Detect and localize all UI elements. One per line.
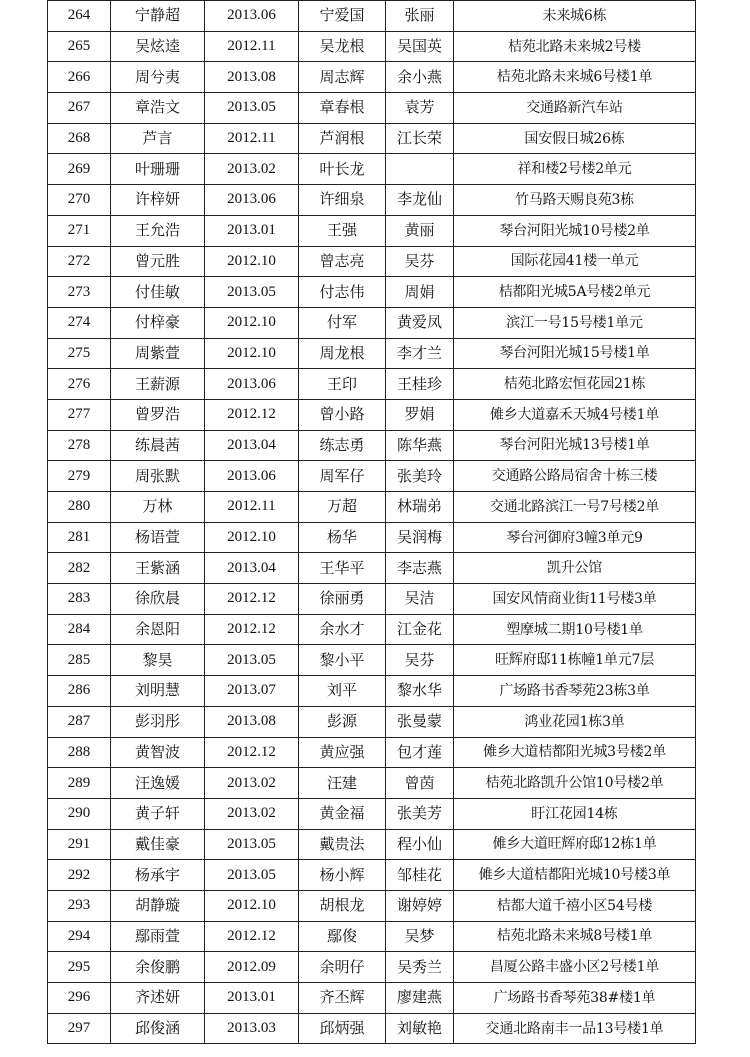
birth-date: 2012.10: [205, 522, 299, 553]
home-address: 交通北路滨江一号7号楼2单: [454, 492, 696, 523]
home-address: 交通路公路局宿舍十栋三楼: [454, 461, 696, 492]
mother-name: 林瑞弟: [386, 492, 454, 523]
mother-name: 刘敏艳: [386, 1013, 454, 1044]
father-name: 汪建: [299, 768, 386, 799]
row-number: 275: [48, 338, 111, 369]
father-name: 胡根龙: [299, 890, 386, 921]
mother-name: 程小仙: [386, 829, 454, 860]
mother-name: 李才兰: [386, 338, 454, 369]
father-name: 余明仔: [299, 952, 386, 983]
home-address: 国际花园41楼一单元: [454, 246, 696, 277]
home-address: 鸿业花园1栋3单: [454, 706, 696, 737]
mother-name: 吴梦: [386, 921, 454, 952]
table-row: [48, 430, 696, 461]
row-number: 290: [48, 798, 111, 829]
father-name: 黄金福: [299, 798, 386, 829]
student-name: 宁静超: [111, 1, 205, 32]
birth-date: 2012.10: [205, 338, 299, 369]
birth-date: 2012.11: [205, 123, 299, 154]
mother-name: 张美玲: [386, 461, 454, 492]
row-number: 270: [48, 185, 111, 216]
birth-date: 2013.08: [205, 706, 299, 737]
row-number: 276: [48, 369, 111, 400]
father-name: 曾志亮: [299, 246, 386, 277]
student-name: 鄢雨萱: [111, 921, 205, 952]
father-name: 杨华: [299, 522, 386, 553]
table-row: [48, 154, 696, 185]
birth-date: 2012.09: [205, 952, 299, 983]
home-address: 傩乡大道旺辉府邸12栋1单: [454, 829, 696, 860]
table-row: [48, 399, 696, 430]
student-name: 余俊鹏: [111, 952, 205, 983]
mother-name: 黎水华: [386, 676, 454, 707]
row-number: 295: [48, 952, 111, 983]
student-name: 黎昊: [111, 645, 205, 676]
home-address: 盱江花园14栋: [454, 798, 696, 829]
father-name: 周龙根: [299, 338, 386, 369]
home-address: 广场路书香琴苑38#楼1单: [454, 983, 696, 1014]
home-address: 傩乡大道桔都阳光城10号楼3单: [454, 860, 696, 891]
home-address: 竹马路天赐良苑3栋: [454, 185, 696, 216]
table-row: [48, 522, 696, 553]
mother-name: 邹桂花: [386, 860, 454, 891]
row-number: 282: [48, 553, 111, 584]
mother-name: 王桂珍: [386, 369, 454, 400]
student-name: 付梓豪: [111, 307, 205, 338]
father-name: 付志伟: [299, 277, 386, 308]
birth-date: 2013.05: [205, 93, 299, 124]
home-address: 琴台河阳光城13号楼1单: [454, 430, 696, 461]
row-number: 285: [48, 645, 111, 676]
father-name: 练志勇: [299, 430, 386, 461]
table-row: [48, 307, 696, 338]
row-number: 293: [48, 890, 111, 921]
mother-name: 李龙仙: [386, 185, 454, 216]
table-row: [48, 369, 696, 400]
table-row: [48, 860, 696, 891]
mother-name: 周娟: [386, 277, 454, 308]
student-name: 黄子轩: [111, 798, 205, 829]
home-address: 祥和楼2号楼2单元: [454, 154, 696, 185]
student-name: 叶珊珊: [111, 154, 205, 185]
row-number: 264: [48, 1, 111, 32]
mother-name: 吴秀兰: [386, 952, 454, 983]
student-name: 杨承宇: [111, 860, 205, 891]
father-name: 万超: [299, 492, 386, 523]
birth-date: 2013.06: [205, 369, 299, 400]
birth-date: 2013.05: [205, 645, 299, 676]
mother-name: 包才莲: [386, 737, 454, 768]
home-address: 桔苑北路未来城8号楼1单: [454, 921, 696, 952]
birth-date: 2013.01: [205, 215, 299, 246]
father-name: 周军仔: [299, 461, 386, 492]
home-address: 国安风情商业街11号楼3单: [454, 584, 696, 615]
father-name: 余水才: [299, 614, 386, 645]
father-name: 王强: [299, 215, 386, 246]
father-name: 许细泉: [299, 185, 386, 216]
father-name: 黄应强: [299, 737, 386, 768]
birth-date: 2013.06: [205, 185, 299, 216]
home-address: 桔都阳光城5A号楼2单元: [454, 277, 696, 308]
mother-name: 廖建燕: [386, 983, 454, 1014]
row-number: 283: [48, 584, 111, 615]
table-row: [48, 553, 696, 584]
table-row: [48, 676, 696, 707]
birth-date: 2013.06: [205, 461, 299, 492]
table-row: [48, 921, 696, 952]
home-address: 桔苑北路未来城2号楼: [454, 31, 696, 62]
table-row: [48, 185, 696, 216]
row-number: 287: [48, 706, 111, 737]
father-name: 周志辉: [299, 62, 386, 93]
mother-name: 张丽: [386, 1, 454, 32]
father-name: 杨小辉: [299, 860, 386, 891]
birth-date: 2012.10: [205, 307, 299, 338]
student-name: 曾罗浩: [111, 399, 205, 430]
student-name: 戴佳豪: [111, 829, 205, 860]
home-address: 凯升公馆: [454, 553, 696, 584]
row-number: 292: [48, 860, 111, 891]
home-address: 广场路书香琴苑23栋3单: [454, 676, 696, 707]
row-number: 296: [48, 983, 111, 1014]
mother-name: 袁芳: [386, 93, 454, 124]
row-number: 291: [48, 829, 111, 860]
father-name: 吴龙根: [299, 31, 386, 62]
table-row: [48, 1, 696, 32]
row-number: 284: [48, 614, 111, 645]
table-row: [48, 952, 696, 983]
table-row: [48, 1013, 696, 1044]
student-name: 王薪源: [111, 369, 205, 400]
student-name: 邱俊涵: [111, 1013, 205, 1044]
student-name: 徐欣晨: [111, 584, 205, 615]
birth-date: 2013.05: [205, 829, 299, 860]
table-body: [48, 1, 696, 1044]
mother-name: 江金花: [386, 614, 454, 645]
student-register-table: [47, 0, 696, 1044]
father-name: 芦润根: [299, 123, 386, 154]
home-address: 琴台河御府3幢3单元9: [454, 522, 696, 553]
row-number: 271: [48, 215, 111, 246]
table-row: [48, 798, 696, 829]
table-row: [48, 123, 696, 154]
mother-name: 吴润梅: [386, 522, 454, 553]
home-address: 桔都大道千禧小区54号楼: [454, 890, 696, 921]
table-row: [48, 983, 696, 1014]
birth-date: 2012.12: [205, 399, 299, 430]
row-number: 297: [48, 1013, 111, 1044]
home-address: 桔苑北路凯升公馆10号楼2单: [454, 768, 696, 799]
table-row: [48, 829, 696, 860]
table-row: [48, 246, 696, 277]
mother-name: [386, 154, 454, 185]
father-name: 齐丕辉: [299, 983, 386, 1014]
table-row: [48, 31, 696, 62]
home-address: 未来城6栋: [454, 1, 696, 32]
home-address: 旺辉府邸11栋幢1单元7层: [454, 645, 696, 676]
birth-date: 2013.03: [205, 1013, 299, 1044]
birth-date: 2013.04: [205, 553, 299, 584]
table-row: [48, 461, 696, 492]
birth-date: 2012.11: [205, 492, 299, 523]
mother-name: 吴国英: [386, 31, 454, 62]
home-address: 国安假日城26栋: [454, 123, 696, 154]
birth-date: 2013.02: [205, 154, 299, 185]
mother-name: 罗娟: [386, 399, 454, 430]
student-name: 胡静璇: [111, 890, 205, 921]
table-row: [48, 215, 696, 246]
mother-name: 江长荣: [386, 123, 454, 154]
student-name: 付佳敏: [111, 277, 205, 308]
birth-date: 2013.06: [205, 1, 299, 32]
student-name: 周紫萱: [111, 338, 205, 369]
table-row: [48, 492, 696, 523]
student-name: 王紫涵: [111, 553, 205, 584]
row-number: 267: [48, 93, 111, 124]
table-row: [48, 614, 696, 645]
table-row: [48, 737, 696, 768]
mother-name: 谢婷婷: [386, 890, 454, 921]
student-name: 彭羽彤: [111, 706, 205, 737]
birth-date: 2013.01: [205, 983, 299, 1014]
student-name: 万林: [111, 492, 205, 523]
row-number: 280: [48, 492, 111, 523]
row-number: 266: [48, 62, 111, 93]
birth-date: 2012.12: [205, 921, 299, 952]
student-name: 齐述妍: [111, 983, 205, 1014]
birth-date: 2013.02: [205, 768, 299, 799]
home-address: 桔苑北路宏恒花园21栋: [454, 369, 696, 400]
mother-name: 吴芬: [386, 246, 454, 277]
row-number: 279: [48, 461, 111, 492]
father-name: 付军: [299, 307, 386, 338]
student-name: 许梓妍: [111, 185, 205, 216]
birth-date: 2012.12: [205, 584, 299, 615]
birth-date: 2013.05: [205, 277, 299, 308]
row-number: 273: [48, 277, 111, 308]
home-address: 滨江一号15号楼1单元: [454, 307, 696, 338]
home-address: 塑摩城二期10号楼1单: [454, 614, 696, 645]
home-address: 琴台河阳光城10号楼2单: [454, 215, 696, 246]
mother-name: 余小燕: [386, 62, 454, 93]
student-name: 周张默: [111, 461, 205, 492]
row-number: 269: [48, 154, 111, 185]
table-row: [48, 768, 696, 799]
birth-date: 2013.04: [205, 430, 299, 461]
father-name: 叶长龙: [299, 154, 386, 185]
father-name: 曾小路: [299, 399, 386, 430]
student-name: 章浩文: [111, 93, 205, 124]
father-name: 彭源: [299, 706, 386, 737]
student-name: 练晨茜: [111, 430, 205, 461]
row-number: 274: [48, 307, 111, 338]
student-name: 吴炫逵: [111, 31, 205, 62]
row-number: 289: [48, 768, 111, 799]
student-name: 周兮夷: [111, 62, 205, 93]
father-name: 徐丽勇: [299, 584, 386, 615]
student-name: 杨语萱: [111, 522, 205, 553]
table-row: [48, 890, 696, 921]
student-name: 王允浩: [111, 215, 205, 246]
mother-name: 张曼蒙: [386, 706, 454, 737]
row-number: 278: [48, 430, 111, 461]
father-name: 邱炳强: [299, 1013, 386, 1044]
home-address: 傩乡大道嘉禾天城4号楼1单: [454, 399, 696, 430]
row-number: 294: [48, 921, 111, 952]
row-number: 281: [48, 522, 111, 553]
father-name: 王华平: [299, 553, 386, 584]
row-number: 265: [48, 31, 111, 62]
birth-date: 2013.08: [205, 62, 299, 93]
home-address: 琴台河阳光城15号楼1单: [454, 338, 696, 369]
mother-name: 张美芳: [386, 798, 454, 829]
row-number: 288: [48, 737, 111, 768]
table-row: [48, 706, 696, 737]
home-address: 傩乡大道桔都阳光城3号楼2单: [454, 737, 696, 768]
mother-name: 李志燕: [386, 553, 454, 584]
birth-date: 2013.07: [205, 676, 299, 707]
student-name: 刘明慧: [111, 676, 205, 707]
student-name: 曾元胜: [111, 246, 205, 277]
father-name: 戴贵法: [299, 829, 386, 860]
mother-name: 曾茵: [386, 768, 454, 799]
mother-name: 吴芬: [386, 645, 454, 676]
mother-name: 黄爱凤: [386, 307, 454, 338]
father-name: 刘平: [299, 676, 386, 707]
father-name: 鄢俊: [299, 921, 386, 952]
home-address: 昌厦公路丰盛小区2号楼1单: [454, 952, 696, 983]
table-row: [48, 93, 696, 124]
mother-name: 陈华燕: [386, 430, 454, 461]
home-address: 交通北路南丰一品13号楼1单: [454, 1013, 696, 1044]
table-row: [48, 338, 696, 369]
father-name: 黎小平: [299, 645, 386, 676]
mother-name: 黄丽: [386, 215, 454, 246]
home-address: 桔苑北路未来城6号楼1单: [454, 62, 696, 93]
birth-date: 2013.05: [205, 860, 299, 891]
birth-date: 2012.12: [205, 737, 299, 768]
student-name: 汪逸媛: [111, 768, 205, 799]
row-number: 277: [48, 399, 111, 430]
row-number: 268: [48, 123, 111, 154]
table-row: [48, 62, 696, 93]
father-name: 章春根: [299, 93, 386, 124]
table-row: [48, 584, 696, 615]
student-name: 黄智波: [111, 737, 205, 768]
birth-date: 2012.12: [205, 614, 299, 645]
mother-name: 吴洁: [386, 584, 454, 615]
birth-date: 2012.10: [205, 246, 299, 277]
student-name: 余恩阳: [111, 614, 205, 645]
table-row: [48, 645, 696, 676]
row-number: 272: [48, 246, 111, 277]
birth-date: 2013.02: [205, 798, 299, 829]
birth-date: 2012.10: [205, 890, 299, 921]
row-number: 286: [48, 676, 111, 707]
table-row: [48, 277, 696, 308]
home-address: 交通路新汽车站: [454, 93, 696, 124]
student-name: 芦言: [111, 123, 205, 154]
father-name: 王印: [299, 369, 386, 400]
birth-date: 2012.11: [205, 31, 299, 62]
father-name: 宁爱国: [299, 1, 386, 32]
